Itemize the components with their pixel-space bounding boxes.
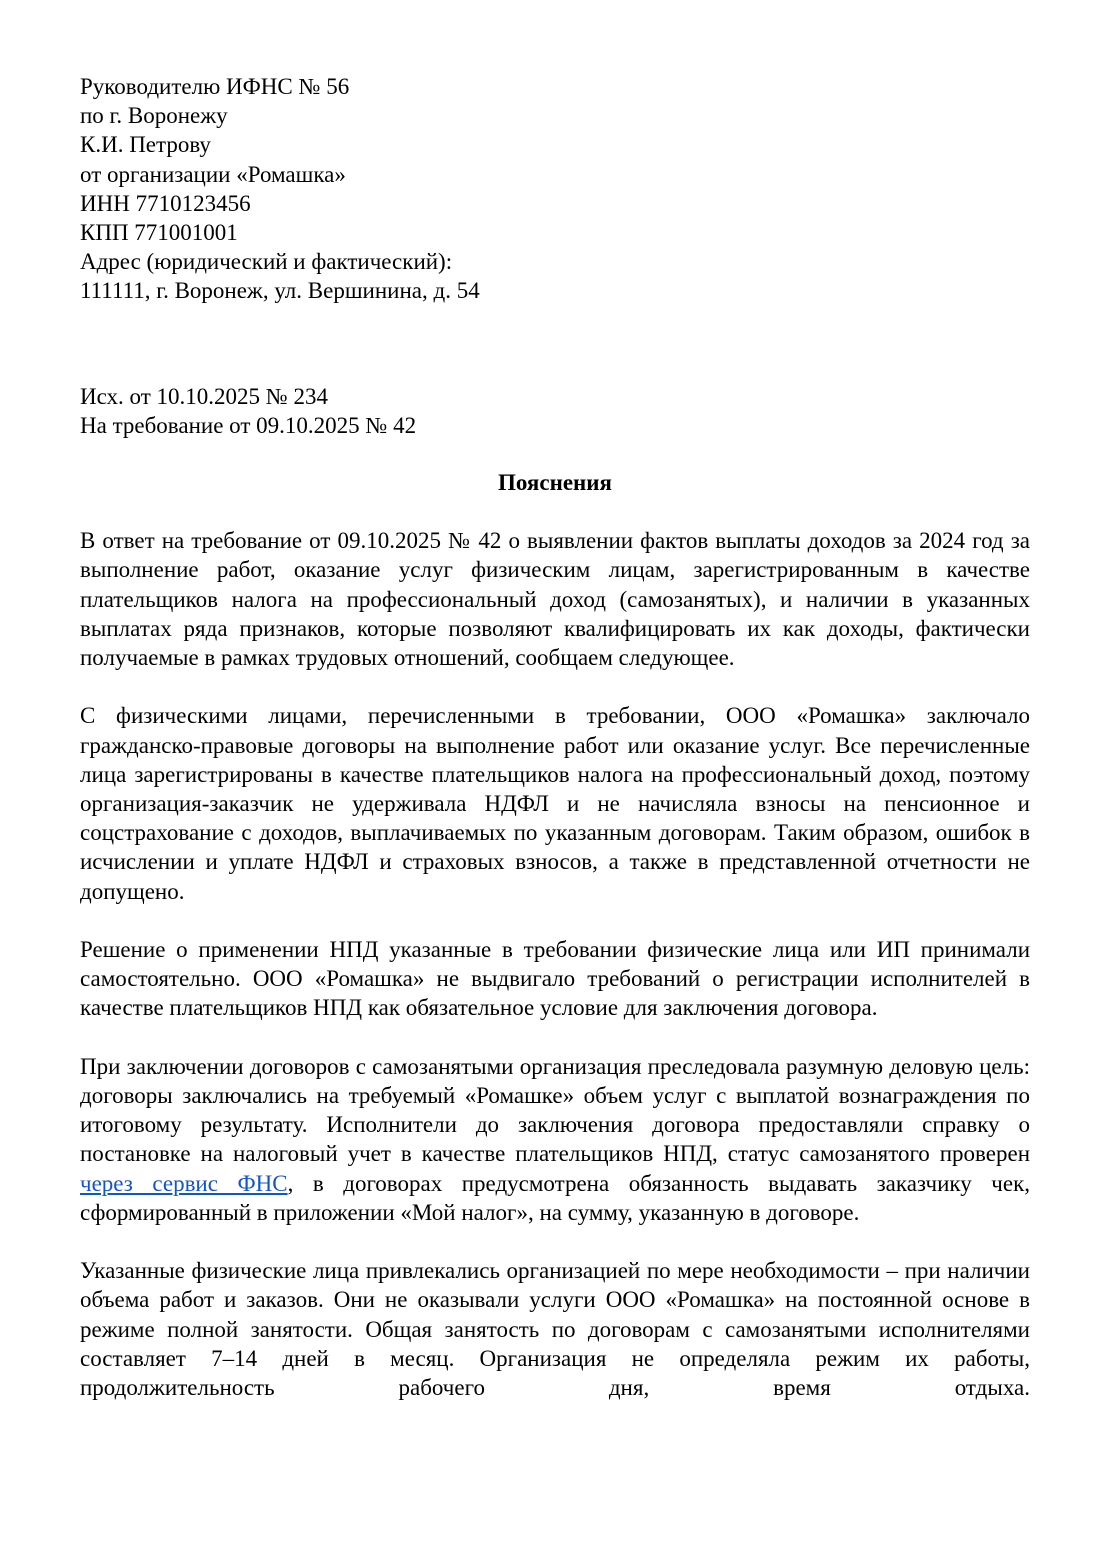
addressee-line-city: по г. Воронежу: [80, 103, 228, 129]
document-page: [80, 72, 1030, 1402]
reference-block: [80, 382, 1030, 440]
paragraph-1: В ответ на требование от 09.10.2025 № 42 о выявлении фактов выплаты доходов за 2024 год за выполнение работ, оказание услуг физическим лицам, зарегистрированным в качестве плательщиков налога на профессиональный доход (самозанятых), и наличии в указанных выплатах ряда признаков, которые позволяют квалифицировать их как доходы, фактически получаемые в рамках трудовых отношений, сообщаем следующее.: [80, 528, 1030, 671]
paragraph-4-text-start: При заключении договоров с самозанятыми организация преследовала разумную деловую цель: договоры заключались на требуемый «Ромашке» объем услуг с выплатой вознаграждения по итоговому результату. Исполнители до заключения договора предоставляли справку о постановке на налоговый учет в качестве плательщиков НПД, статус самозанятого проверен: [80, 1053, 1030, 1167]
sender-address: 111111, г. Воронеж, ул. Вершинина, д. 54: [80, 278, 480, 304]
addressee-line-name: К.И. Петрову: [80, 132, 211, 158]
paragraph-4-text-end: , в договорах предусмотрена обязанность выдавать заказчику чек, сформированный в приложении «Мой налог», на сумму, указанную в договоре.: [80, 1170, 1030, 1225]
sender-organization: от организации «Ромашка»: [80, 161, 346, 187]
addressee-line-position: Руководителю ИФНС № 56: [80, 74, 350, 99]
sender-address-label: Адрес (юридический и фактический):: [80, 249, 453, 275]
sender-kpp: КПП 771001001: [80, 220, 238, 246]
document-title: Пояснения: [497, 470, 612, 496]
paragraph-5: Указанные физические лица привлекались организацией по мере необходимости – при наличии объема работ и заказов. Они не оказывали услуги ООО «Ромашка» на постоянной основе в режиме полной занятости. Общая занятость по договорам с самозанятыми исполнителями составляет 7–14 дней в месяц. Организация не определяла режим их работы, продолжительность рабочего дня, время отдыха.: [80, 1258, 1030, 1401]
addressee-block: [80, 72, 1030, 306]
sender-inn: ИНН 7710123456: [80, 190, 251, 216]
paragraph-2: С физическими лицами, перечисленными в требовании, ООО «Ромашка» заключало гражданско-правовые договоры на выполнение работ или оказание услуг. Все перечисленные лица зарегистрированы в качестве плательщиков налога на профессиональный доход, поэтому организация-заказчик не удерживала НДФЛ и не начисляла взносы на пенсионное и соцстрахование с доходов, выплачиваемых по указанным договорам. Таким образом, ошибок в исчислении и уплате НДФЛ и страховых взносов, а также в представленной отчетности не допущено.: [80, 703, 1030, 904]
paragraph-4: [80, 1052, 1030, 1227]
fns-service-link[interactable]: через сервис ФНС: [80, 1170, 288, 1196]
request-reference: На требование от 09.10.2025 № 42: [80, 412, 417, 438]
outgoing-number: Исх. от 10.10.2025 № 234: [80, 383, 328, 409]
paragraph-3: Решение о применении НПД указанные в требовании физические лица или ИП принимали самостоятельно. ООО «Ромашка» не выдвигало требований о регистрации исполнителей в качестве плательщиков НПД как обязательное условие для заключения договора.: [80, 937, 1030, 1021]
spacer: [80, 306, 1030, 382]
